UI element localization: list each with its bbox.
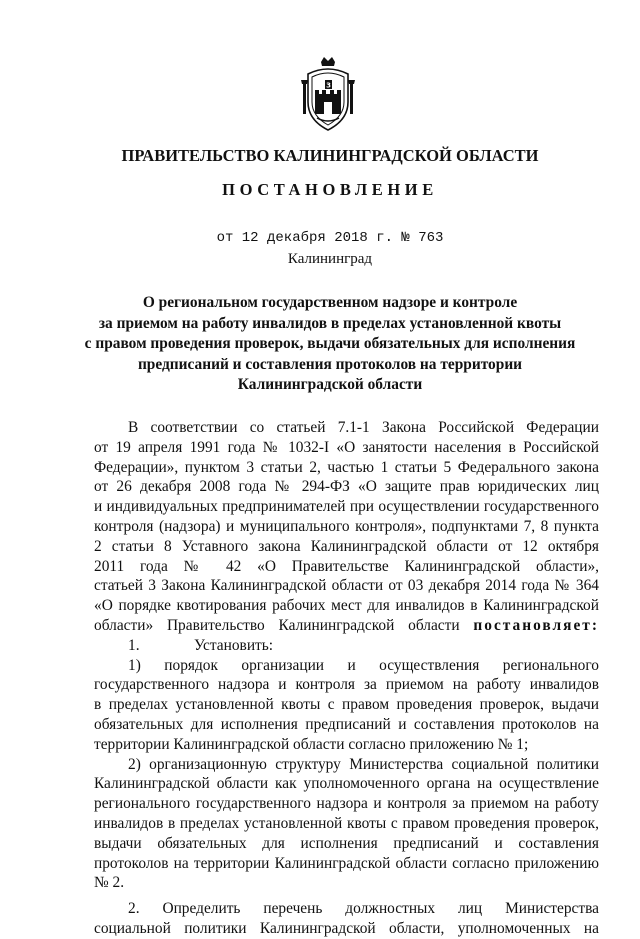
item-1-2-line: регионального государственного надзора и контроля за приемом на работу: [94, 795, 599, 813]
title-line: за приемом на работу инвалидов в пределах установленной квоты: [98, 314, 562, 332]
item-1-1-line: территории Калининградской области согласно приложению № 1;: [94, 735, 529, 753]
title-line: предписаний и составления протоколов на территории: [137, 355, 523, 373]
item-1-2-line: выдачи обязательных для исполнения предписаний и составления: [94, 834, 599, 852]
item-1-text: Установить:: [194, 636, 274, 654]
date-number-line: от 12 декабря 2018 г. № 763: [216, 230, 444, 246]
title-line: с правом проведения проверок, выдачи обязательных для исполнения: [84, 335, 576, 352]
preamble-line: 2 статьи 8 Уставного закона Калининградской области от 12 октября: [94, 537, 599, 555]
item-1-2-line: протоколов на территории Калининградской области согласно приложению: [94, 854, 599, 872]
title-line: Калининградской области: [237, 376, 423, 393]
item-2-line: 2. Определить перечень должностных лиц Министерства: [128, 900, 599, 918]
item-1: [94, 636, 599, 656]
preamble-line: 2011 года № 42 «О Правительстве Калининградской области»,: [94, 557, 599, 575]
item-1-2-line: инвалидов в пределах установленной квоты с правом проведения проверок,: [94, 814, 599, 832]
preamble-line: от 19 апреля 1991 года № 1032-I «О занятости населения в Российской: [94, 438, 599, 456]
preamble-line: Федерации», пунктом 3 статьи 2, частью 1 статьи 5 Федерального закона: [94, 458, 599, 476]
item-1-2-line: Калининградской области как уполномоченного органа на осуществление: [94, 775, 599, 793]
item-1-1-line: государственного надзора и контроля за приемом на работу инвалидов: [94, 676, 599, 694]
city-name: Калининград: [287, 251, 373, 267]
item-1-2-line: № 2.: [94, 874, 125, 892]
document-type: ПОСТАНОВЛЕНИЕ: [222, 180, 438, 199]
preamble-line: и индивидуальных предпринимателей при осуществлении государственного: [94, 498, 599, 516]
item-1-1-line: в пределах установленной квоты с правом проведения проверок, выдачи: [94, 696, 599, 714]
preamble-line: от 26 декабря 2008 года № 294-ФЗ «О защите прав юридических лиц: [94, 478, 599, 496]
government-name: ПРАВИТЕЛЬСТВО КАЛИНИНГРАДСКОЙ ОБЛАСТИ: [121, 146, 539, 165]
preamble-line: контроля (надзора) и муниципального контроля», подпунктами 7, 8 пункта: [94, 517, 599, 535]
title-line: О региональном государственном надзоре и контроле: [142, 294, 518, 311]
preamble-line: «О порядке квотирования рабочих мест для инвалидов в Калининградской: [94, 597, 599, 615]
svg-text:3: 3: [326, 81, 331, 90]
item-1-number: 1.: [128, 636, 140, 654]
coat-of-arms-icon: [299, 56, 357, 136]
document-body: [94, 418, 599, 939]
preamble-last-line: [94, 616, 599, 636]
item-1-2-line: 2) организационную структуру Министерства социальной политики: [128, 755, 599, 773]
item-1-1-line: обязательных для исполнения предписаний и составления протоколов на: [94, 715, 599, 733]
item-1-1-line: 1) порядок организации и осуществления регионального: [128, 656, 599, 674]
item-2-line: социальной политики Калининградской области, уполномоченных на: [94, 919, 599, 937]
preamble-end: области» Правительство Калининградской области: [94, 616, 460, 634]
resolves-word: постановляет:: [473, 616, 599, 634]
preamble-line: В соответствии со статьей 7.1-1 Закона Российской Федерации: [128, 419, 599, 436]
preamble-line: статьей 3 Закона Калининградской области от 03 декабря 2014 года № 364: [94, 577, 599, 595]
document-title: [70, 293, 590, 396]
